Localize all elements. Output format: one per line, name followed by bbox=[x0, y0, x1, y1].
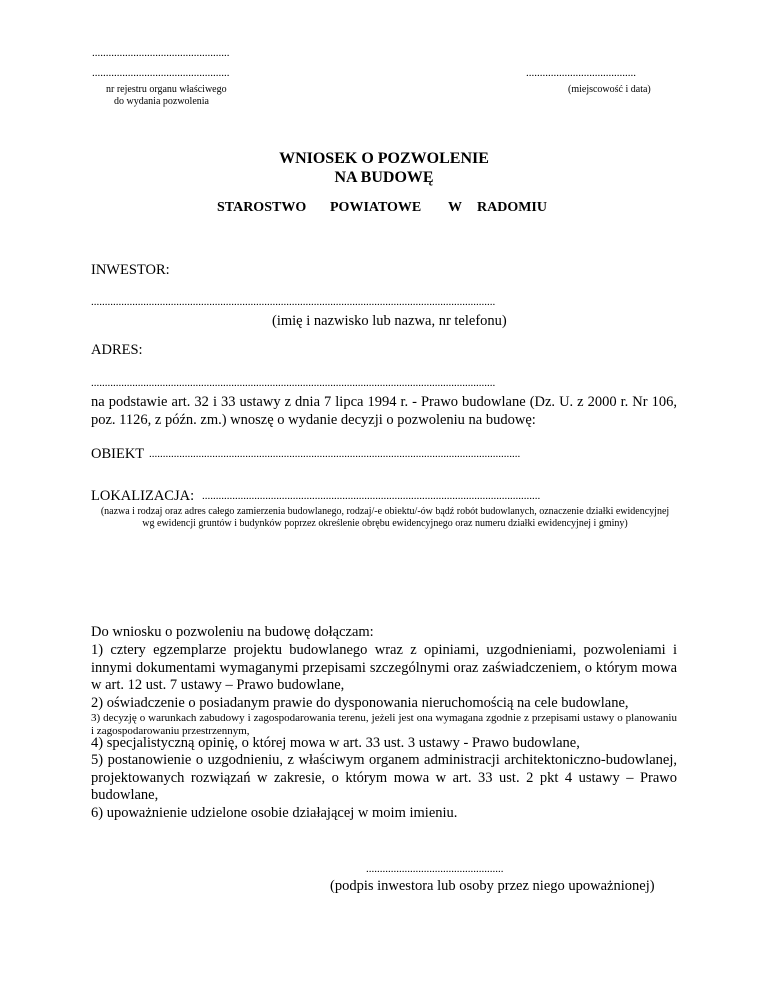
attachment-item-4: 4) specjalistyczną opinię, o której mowa w art. 33 ust. 3 ustawy - Prawo budowlane, bbox=[91, 735, 580, 751]
location-dots: ........................................................................................................................... bbox=[202, 490, 541, 502]
attachment-item-1: 1) cztery egzemplarze projektu budowlanego wraz z opiniami, uzgodnieniami, pozwoleniami i innymi dokumentami wymaganymi przepisami szczególnymi oraz zaświadczeniem, o którym mowa w art. 12 ust. 7 ustawy – Prawo budowlane, bbox=[91, 642, 677, 693]
location-hint: (nazwa i rodzaj oraz adres całego zamierzenia budowlanego, rodzaj/-e obiektu/-ów bądź robót budowlanych, oznaczenie działki ewidencyjnej wg ewidencji gruntów i budynków poprzez określenie obrębu ewidencyjnego oraz numeru działki ewidencyjnej i gminy) bbox=[100, 506, 670, 529]
attachment-item-6: 6) upoważnienie udzielone osobie działającej w moim imieniu. bbox=[91, 805, 458, 821]
registry-number-dots-2: .................................................. bbox=[92, 67, 230, 79]
location-label: LOKALIZACJA: bbox=[91, 488, 195, 504]
office-word-radomiu: RADOMIU bbox=[477, 200, 547, 215]
attachment-item-2: 2) oświadczenie o posiadanym prawie do dysponowania nieruchomością na cele budowlane, bbox=[91, 695, 629, 711]
investor-dots: ................................................................................................................................................... bbox=[91, 296, 496, 308]
place-date-label: (miejscowość i data) bbox=[568, 84, 651, 95]
investor-label: INWESTOR: bbox=[91, 262, 170, 278]
signature-label: (podpis inwestora lub osoby przez niego upoważnionej) bbox=[330, 878, 655, 894]
address-label: ADRES: bbox=[91, 342, 143, 358]
legal-basis-text: na podstawie art. 32 i 33 ustawy z dnia 7 lipca 1994 r. - Prawo budowlane (Dz. U. z 2000 r. Nr 106, poz. 1126, z późn. zm.) wnoszę o wydanie decyzji o pozwoleniu na budowę: bbox=[91, 394, 677, 428]
registry-number-label-2: do wydania pozwolenia bbox=[114, 96, 209, 107]
document-title-line-2: NA BUDOWĘ bbox=[334, 169, 434, 186]
object-dots: ....................................................................................................................................... bbox=[149, 448, 521, 460]
registry-number-dots-1: .................................................. bbox=[92, 47, 230, 59]
attachments-intro: Do wniosku o pozwoleniu na budowę dołączam: bbox=[91, 624, 374, 640]
office-word-powiatowe: POWIATOWE bbox=[330, 200, 422, 215]
investor-hint: (imię i nazwisko lub nazwa, nr telefonu) bbox=[272, 313, 507, 329]
place-date-dots: ........................................ bbox=[526, 67, 636, 79]
object-label: OBIEKT bbox=[91, 446, 145, 462]
office-word-starostwo: STAROSTWO bbox=[217, 200, 307, 215]
address-dots: ................................................................................................................................................... bbox=[91, 377, 496, 389]
signature-dots: .................................................. bbox=[366, 863, 504, 875]
office-word-w: W bbox=[448, 200, 462, 215]
attachment-item-5: 5) postanowienie o uzgodnieniu, z właściwym organem administracji architektoniczno-budowlanej, projektowanych rozwiązań w zakresie, o którym mowa w art. 33 ust. 2 pkt 4 ustawy – Prawo budowlane, bbox=[91, 752, 677, 803]
attachment-item-3: 3) decyzję o warunkach zabudowy i zagospodarowania terenu, jeżeli jest ona wymagana zgodnie z przepisami ustawy o planowaniu i zagospodarowaniu przestrzennym, bbox=[91, 712, 677, 737]
document-title-line-1: WNIOSEK O POZWOLENIE bbox=[279, 150, 489, 167]
registry-number-label: nr rejestru organu właściwego bbox=[106, 84, 227, 95]
